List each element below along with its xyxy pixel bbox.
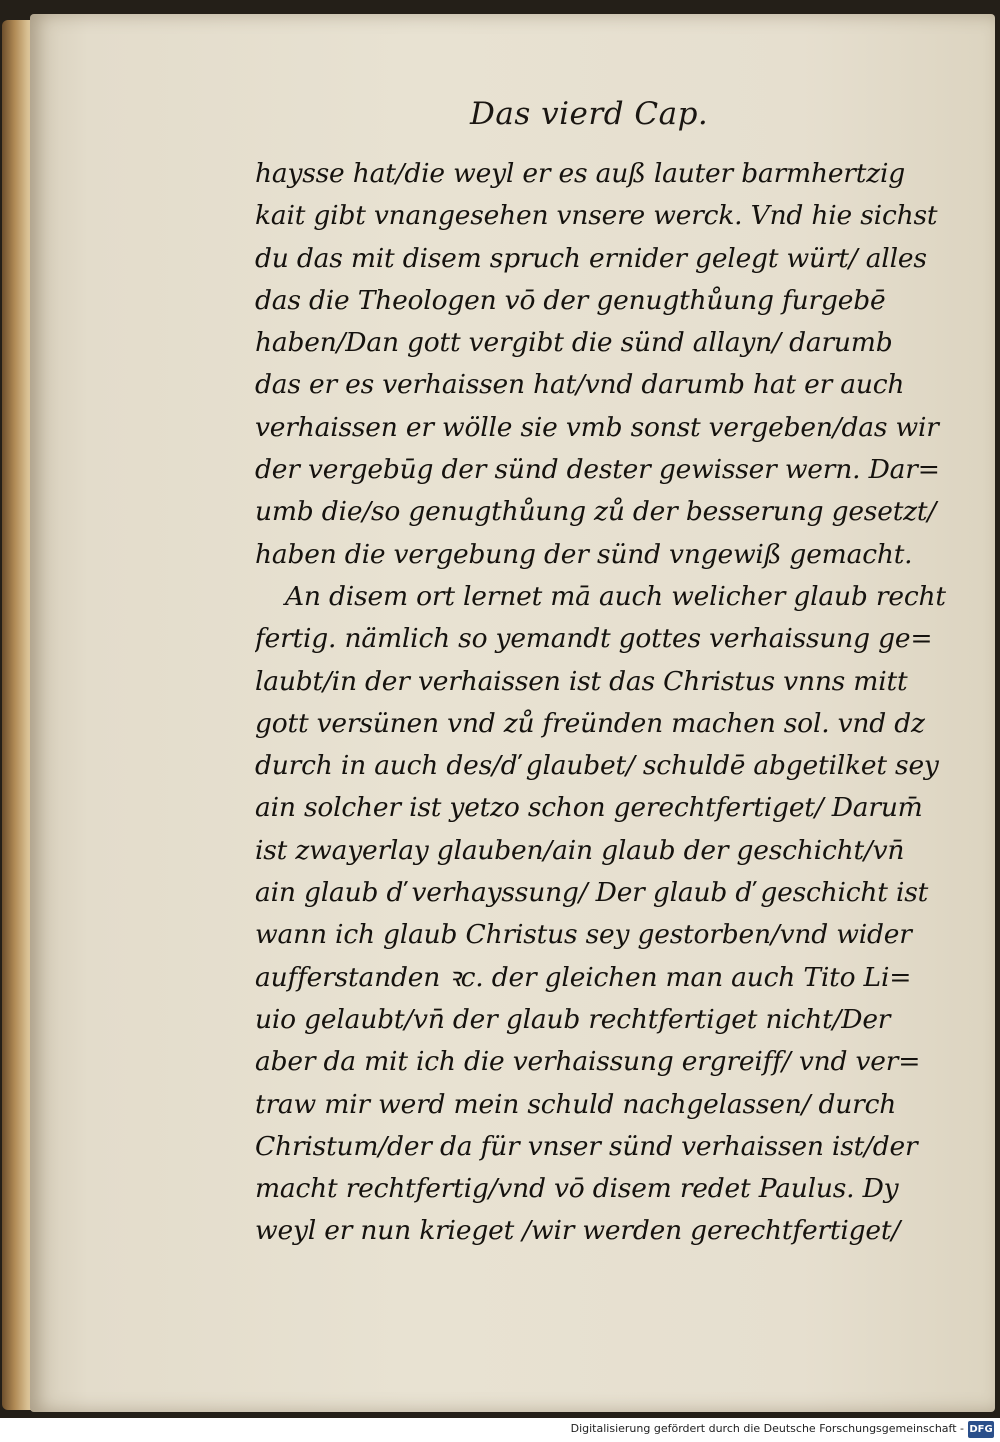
text-line: uio gelaubt/vn̄ der glaub rechtfertiget nicht/Der xyxy=(255,1003,891,1035)
text-line: Christum/der da für vnser sünd verhaissen ist/der xyxy=(255,1130,918,1162)
text-line: haben die vergebung der sünd vngewiß gemacht. xyxy=(255,538,913,570)
text-line: ain solcher ist yetzo schon gerechtfertiget/ Darum̄ xyxy=(255,792,923,824)
text-line: das die Theologen vō der genugthůung furgebē xyxy=(255,284,886,316)
text-line: haben/Dan gott vergibt die sünd allayn/ darumb xyxy=(255,327,893,359)
text-line: An disem ort lernet mā auch welicher glaub recht xyxy=(285,580,946,612)
text-line: macht rechtfertig/vnd vō disem redet Paulus. Dy xyxy=(255,1173,899,1205)
text-line: gott versünen vnd zů freünden machen sol. vnd dz xyxy=(255,707,925,739)
text-line: kait gibt vnangesehen vnsere werck. Vnd hie sichst xyxy=(255,200,938,232)
text-line: fertig. nämlich so yemandt gottes verhaissung ge= xyxy=(255,623,933,655)
text-line: du das mit disem spruch ernider gelegt würt/ alles xyxy=(255,242,927,274)
text-line: das er es verhaissen hat/vnd darumb hat er auch xyxy=(255,369,905,401)
text-line: weyl er nun krieget /wir werden gerechtfertiget/ xyxy=(255,1215,901,1247)
funding-credit: Digitalisierung gefördert durch die Deutsche Forschungsgemeinschaft - xyxy=(570,1422,964,1435)
text-line: aber da mit ich die verhaissung ergreiff/ vnd ver= xyxy=(255,1046,921,1078)
text-line: laubt/in der verhaissen ist das Christus vnns mitt xyxy=(255,665,908,697)
running-head: Das vierd Cap. xyxy=(470,96,709,132)
text-line: traw mir werd mein schuld nachgelassen/ durch xyxy=(255,1088,897,1120)
dfg-logo: DFG xyxy=(968,1421,994,1438)
text-line: umb die/so genugthůung zů der besserung gesetzt/ xyxy=(255,496,937,528)
text-line: der vergebūg der sünd dester gewisser wern. Dar= xyxy=(255,454,940,486)
text-line: verhaissen er wölle sie vmb sonst vergeben/das wir xyxy=(255,411,939,443)
text-line: haysse hat/die weyl er es auß lauter barmhertzig xyxy=(255,158,906,189)
footer-bar xyxy=(0,1418,1000,1442)
text-line: durch in auch des/ď glaubet/ schuldē abgetilket sey xyxy=(255,750,939,782)
text-line: ist zwayerlay glauben/ain glaub der geschicht/vn̄ xyxy=(255,834,905,866)
text-line: ain glaub ď verhayssung/ Der glaub ď geschicht ist xyxy=(255,877,929,909)
text-line: aufferstanden ꝛc. der gleichen man auch Tito Li= xyxy=(255,961,912,993)
text-line: wann ich glaub Christus sey gestorben/vnd wider xyxy=(255,919,912,951)
text-block xyxy=(255,153,955,1253)
